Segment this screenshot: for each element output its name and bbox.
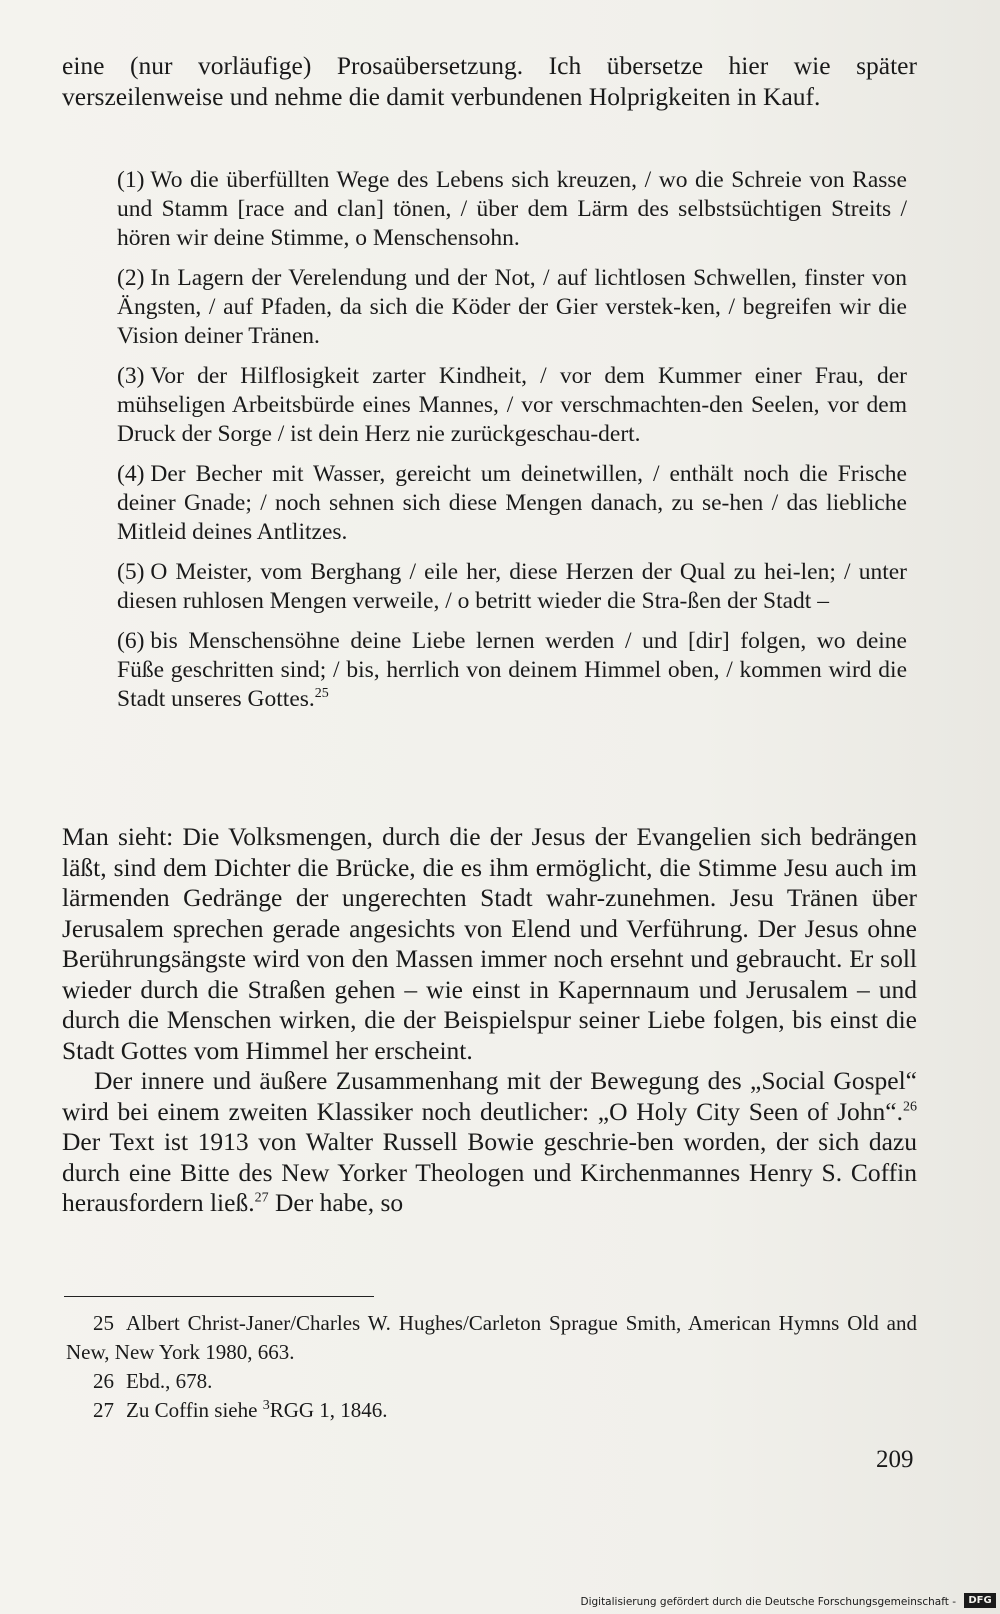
stanza-text: bis Menschensöhne deine Liebe lernen werden / und [dir] folgen, wo deine Füße geschritten sind; / bis, herrlich von deinem Himmel oben, / kommen wird die Stadt unseres Gottes. [117,628,907,712]
stanza-2 [117,264,907,351]
stanza-number: (6) [117,628,145,654]
footnotes [66,1309,917,1425]
stanza-6 [117,627,907,714]
footnote-ref[interactable]: 27 [254,1190,269,1206]
edition-superscript: 3 [262,1398,270,1413]
stanza-5 [117,558,907,616]
stanza-3 [117,362,907,449]
stanza-number: (1) [117,167,145,193]
paragraph-2-part-2: Der Text ist 1913 von Walter Russell Bowie geschrie-ben worden, der sich dazu durch eine Bitte des New Yorker Theologen und Kirchenmannes Henry S. Coffin herausfordern ließ. [62,1127,917,1217]
intro-paragraph [62,51,917,112]
dfg-logo-icon: DFG [964,1593,996,1608]
stanza-1 [117,166,907,253]
paragraph-2-part-3: Der habe, so [268,1188,404,1217]
stanza-text: Wo die überfüllten Wege des Lebens sich kreuzen, / wo die Schreie von Rasse und Stamm [race and clan] tönen, / über dem Lärm des selbstsüchtigen Streits / hören wir deine Stimme, o Menschensohn. [117,167,907,251]
hymn-translation [117,166,907,725]
intro-text: eine (nur vorläufige) Prosaübersetzung. Ich übersetze hier wie später verszeilenweise und nehme die damit verbundenen Holprigkeiten in Kauf. [62,51,917,111]
stanza-4 [117,460,907,547]
stanza-number: (5) [117,559,145,585]
stanza-text: Vor der Hilflosigkeit zarter Kindheit, / vor dem Kummer einer Frau, der mühseligen Arbeitsbürde eines Mannes, / vor verschmachten-den Seelen, vor dem Druck der Sorge / ist dein Herz nie zurückgeschau-dert. [117,363,907,447]
footnote-text: Zu Coffin siehe [126,1398,263,1422]
footnote-26 [66,1367,917,1396]
stanza-text: Der Becher mit Wasser, gereicht um deinetwillen, / enthält noch die Frische deiner Gnade; / noch sehnen sich diese Mengen danach, zu se-hen / das liebliche Mitleid deines Antlitzes. [117,461,907,545]
paragraph-2 [62,1066,917,1219]
footnote-27 [66,1396,917,1425]
footnote-25 [66,1309,917,1367]
stanza-number: (4) [117,461,145,487]
footnote-text: Ebd., 678. [126,1369,213,1393]
footnote-ref[interactable]: 25 [314,686,329,702]
body-text [62,822,917,1219]
footnote-number: 25 [93,1311,114,1335]
stanza-number: (2) [117,265,145,291]
footnote-ref[interactable]: 26 [903,1099,917,1114]
footnote-text: Albert Christ-Janer/Charles W. Hughes/Carleton Sprague Smith, American Hymns Old and New, New York 1980, 663. [66,1311,917,1364]
paragraph-2-part-1: Der innere und äußere Zusammenhang mit der Bewegung des „Social Gospel“ wird bei einem zweiten Klassiker noch deutlicher: „O Holy City Seen of John“. [62,1066,917,1126]
footnote-divider [64,1296,374,1297]
stanza-text: O Meister, vom Berghang / eile her, diese Herzen der Qual zu hei-len; / unter diesen ruhlosen Mengen verweile, / o betritt wieder die Stra-ßen der Stadt – [117,559,907,614]
footnote-text: RGG 1, 1846. [269,1398,388,1422]
digitization-credit: Digitalisierung gefördert durch die Deutsche Forschungsgemeinschaft - [580,1596,956,1608]
footnote-number: 26 [93,1369,114,1393]
footnote-number: 27 [93,1398,114,1422]
paragraph-1: Man sieht: Die Volksmengen, durch die der Jesus der Evangelien sich bedrängen läßt, sind dem Dichter die Brücke, die es ihm ermöglicht, die Stimme Jesu auch im lärmenden Gedränge der ungerechten Stadt wahr-zunehmen. Jesu Tränen über Jerusalem sprechen gerade angesichts von Elend und Verführung. Der Jesus ohne Berührungsängste wird von den Massen immer noch ersehnt und gebraucht. Er soll wieder durch die Straßen gehen – wie einst in Kapernnaum und Jerusalem – und durch die Menschen wirken, die der Beispielspur seiner Liebe folgen, bis einst die Stadt Gottes vom Himmel her erscheint. [62,822,917,1065]
stanza-text: In Lagern der Verelendung und der Not, / auf lichtlosen Schwellen, finster von Ängsten, / auf Pfaden, da sich die Köder der Gier verstek-ken, / begreifen wir die Vision deiner Tränen. [117,265,907,349]
stanza-number: (3) [117,363,145,389]
page-number: 209 [876,1446,914,1473]
